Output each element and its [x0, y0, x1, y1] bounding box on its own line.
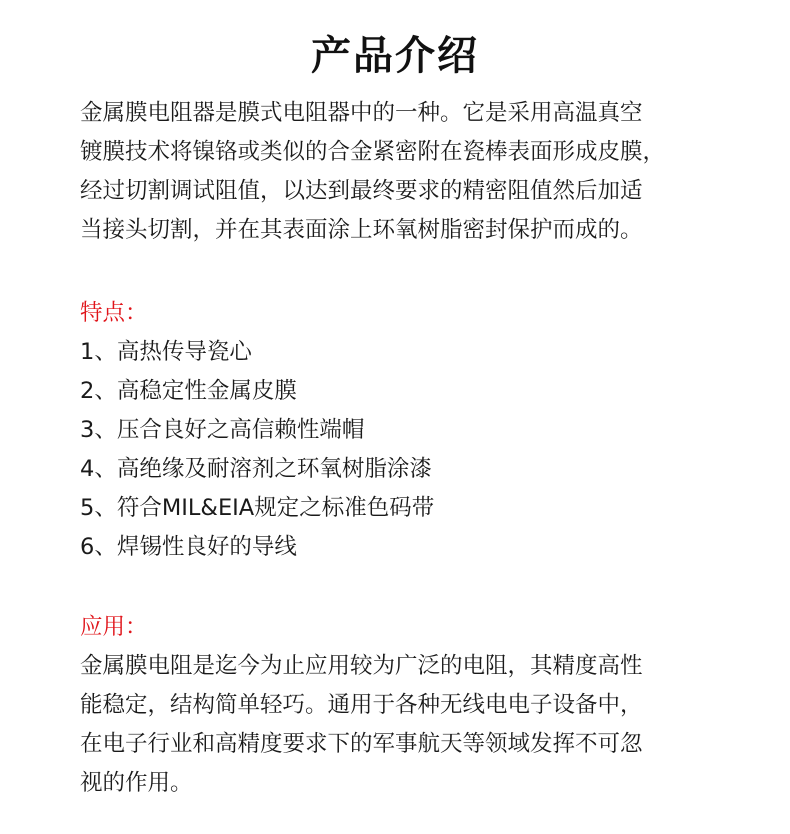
feature-item: 6、焊锡性良好的导线: [80, 534, 297, 560]
feature-item: 4、高绝缘及耐溶剂之环氧树脂涂漆: [80, 456, 432, 482]
feature-item: 3、压合良好之高信赖性端帽: [80, 417, 365, 443]
application-line: 能稳定，结构简单轻巧。通用于各种无线电电子设备中，: [80, 692, 643, 718]
feature-item: 1、高热传导瓷心: [80, 339, 252, 365]
feature-item: 5、符合MIL&EIA规定之标准色码带: [80, 495, 435, 521]
intro-paragraph: [80, 94, 720, 250]
application-heading: 应用：: [80, 614, 148, 640]
features-list: [80, 333, 720, 567]
application-line: 金属膜电阻是迄今为止应用较为广泛的电阻，其精度高性: [80, 653, 643, 679]
application-line: 视的作用。: [80, 770, 193, 796]
feature-item: 2、高稳定性金属皮膜: [80, 378, 297, 404]
intro-line: 镀膜技术将镍铬或类似的合金紧密附在瓷棒表面形成皮膜，: [80, 139, 666, 165]
intro-line: 经过切割调试阻值，以达到最终要求的精密阻值然后加适: [80, 178, 643, 204]
features-heading: 特点：: [80, 300, 148, 326]
intro-line: 金属膜电阻器是膜式电阻器中的一种。它是采用高温真空: [80, 100, 643, 126]
page-title: 产品介绍: [311, 33, 479, 79]
application-paragraph: [80, 647, 720, 803]
intro-line: 当接头切割，并在其表面涂上环氧树脂密封保护而成的。: [80, 217, 643, 243]
application-line: 在电子行业和高精度要求下的军事航天等领域发挥不可忽: [80, 731, 643, 757]
